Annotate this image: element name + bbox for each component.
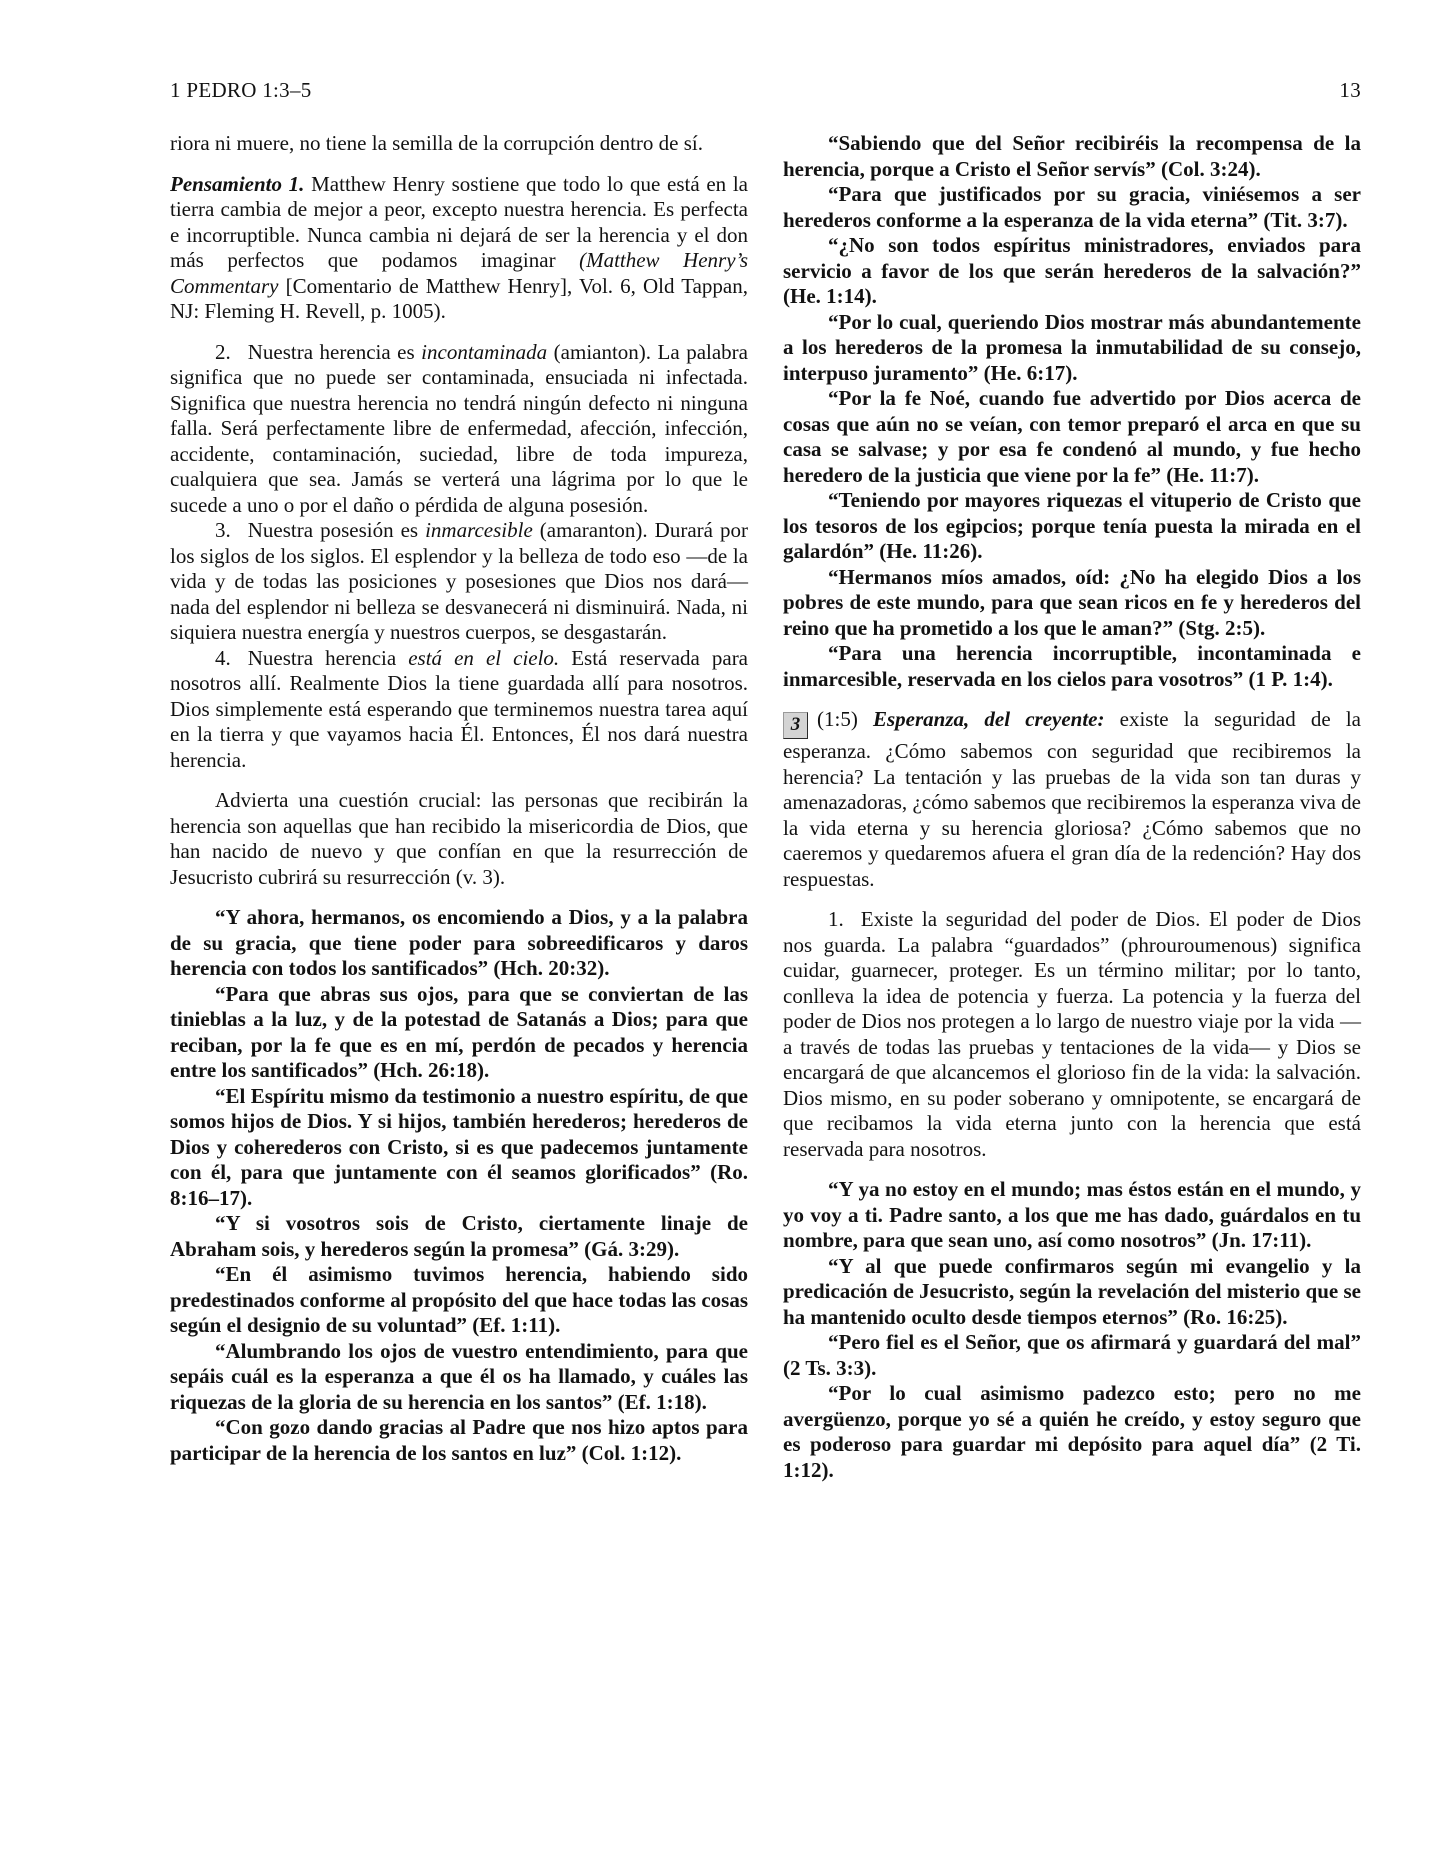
scripture-quote: “Hermanos míos amados, oíd: ¿No ha elegido Dios a los pobres de este mundo, para que sean ricos en fe y herederos del reino que ha prometido a los que le aman?” (Stg. 2:5). xyxy=(783,564,1361,640)
paragraph: 1. Existe la seguridad del poder de Dios. El poder de Dios nos guarda. La palabra “guardados” (phrouroumenous) significa cuidar, guarnecer, proteger. Es un término militar; por lo tanto, conlleva la idea de potencia y fuerza. La potencia y la fuerza del poder de Dios nos protegen a lo largo de nuestro viaje por la vida —a través de todas las pruebas y tentaciones de la vida— y Dios se encargará de que alcancemos el glorioso fin de la vida: la salvación. Dios mismo, en su poder soberano y omnipotente, se encargará de que recibamos la vida eterna junto con la herencia que está reservada para nosotros. xyxy=(783,907,1361,1161)
italic-term: inmarcesible xyxy=(425,518,533,542)
paragraph: riora ni muere, no tiene la semilla de la corrupción dentro de sí. xyxy=(170,131,703,155)
paragraph: Advierta una cuestión crucial: las personas que recibirán la herencia son aquellas que han recibido la misericordia de Dios, que han nacido de nuevo y que confían en que la resurrección de Jesucristo cubrirá su resurrección (v. 3). xyxy=(170,788,748,889)
scripture-quote: “El Espíritu mismo da testimonio a nuestro espíritu, de que somos hijos de Dios. Y si hijos, también herederos; herederos de Dios y coherederos con Cristo, si es que padecemos juntamente con él, para que juntamente con él seamos glorificados” (Ro. 8:16–17). xyxy=(170,1083,748,1210)
scripture-quote: “Para que justificados por su gracia, viniésemos a ser herederos conforme a la esperanza de la vida eterna” (Tit. 3:7). xyxy=(783,182,1361,232)
list-number: 3. xyxy=(215,518,231,542)
paragraph: 4. Nuestra herencia está en el cielo. Está reservada para nosotros allí. Realmente Dios la tiene guardada allí para nosotros. Dios simplemente está esperando que terminemos nuestra tarea aquí en la tierra y que vayamos hacia Él. Entonces, Él nos dará nuestra herencia. xyxy=(170,645,749,772)
two-column-text xyxy=(170,131,1361,1483)
scripture-quote: “En él asimismo tuvimos herencia, habiendo sido predestinados conforme al propósito del que hace todas las cosas según el designio de su voluntad” (Ef. 1:11). xyxy=(170,1262,748,1337)
left-column xyxy=(170,131,748,1483)
running-header xyxy=(170,78,1361,103)
list-number: 1. xyxy=(828,907,844,931)
scripture-quote: “Pero fiel es el Señor, que os afirmará y guardará del mal” (2 Ts. 3:3). xyxy=(783,1330,1361,1380)
italic-term: está en el cielo. xyxy=(408,645,560,670)
bold-italic-lead: Pensamiento 1. xyxy=(170,171,305,196)
bold-italic-lead: Esperanza, del creyente: xyxy=(872,707,1105,731)
scripture-quote: “Por lo cual, queriendo Dios mostrar más abundantemente a los herederos de la promesa la inmutabilidad de su consejo, interpuso juramento” (He. 6:17). xyxy=(783,309,1361,385)
italic-term: incontaminada xyxy=(421,339,548,364)
scripture-quote: “Y ya no estoy en el mundo; mas éstos están en el mundo, y yo voy a ti. Padre santo, a los que me has dado, guárdalos en tu nombre, para que sean uno, así como nosotros” (Jn. 17:11). xyxy=(783,1177,1361,1252)
paragraph: 2. Nuestra herencia es incontaminada (amianton). La palabra significa que no puede ser contaminada, ensuciada ni infectada. Significa que nuestra herencia no tendrá ningún defecto ni ninguna falla. Será perfectamente libre de enfermedad, afección, infección, accidente, contaminación, suciedad, libre de toda impureza, cualquiera que sea. Jamás se verterá una lágrima por lo que le sucede a uno o por el daño o pérdida de alguna posesión. xyxy=(170,339,748,517)
outline-section-paragraph: 3 (1:5) Esperanza, del creyente: existe la seguridad de la esperanza. ¿Cómo sabemos con seguridad que recibiremos la herencia? La tentación y las pruebas de la vida son tan duras y amenazadoras, ¿cómo sabemos que recibiremos la esperanza viva de la vida eterna y su herencia gloriosa? ¿Cómo sabemos que no caeremos y quedaremos afuera el gran día de la redención? Hay dos respuestas. xyxy=(783,707,1361,891)
scripture-quote: “Y si vosotros sois de Cristo, ciertamente linaje de Abraham sois, y herederos según la promesa” (Gá. 3:29). xyxy=(170,1211,748,1261)
list-number: 4. xyxy=(215,645,231,670)
paragraph: 3. Nuestra posesión es inmarcesible (amaranton). Durará por los siglos de los siglos. El esplendor y la belleza de todo eso —de la vida y de todas las posiciones y posesiones que Dios nos dará— nada del esplendor ni belleza se desvanecerá ni disminuirá. Nada, ni siquiera nuestra energía y nuestros cuerpos, se desgastarán. xyxy=(170,518,748,644)
page-number: 13 xyxy=(1339,78,1361,102)
scripture-quote: “Alumbrando los ojos de vuestro entendimiento, para que sepáis cuál es la esperanza a que él os ha llamado, y cuáles las riquezas de la gloria de su herencia en los santos” (Ef. 1:18). xyxy=(170,1338,748,1414)
scripture-quote: “Por lo cual asimismo padezco esto; pero no me avergüenzo, porque yo sé a quién he creído, y estoy seguro que es poderoso para guardar mi depósito para aquel día” (2 Ti. 1:12). xyxy=(783,1381,1361,1482)
list-number: 2. xyxy=(215,339,231,364)
running-header-title: 1 PEDRO 1:3–5 xyxy=(170,78,312,102)
scripture-quote: “Para una herencia incorruptible, incontaminada e inmarcesible, reservada en los cielos para vosotros” (1 P. 1:4). xyxy=(783,641,1361,691)
scripture-quote: “Teniendo por mayores riquezas el vituperio de Cristo que los tesoros de los egipcios; porque tenía puesta la mirada en el galardón” (He. 11:26). xyxy=(783,488,1361,563)
scripture-quote: “¿No son todos espíritus ministradores, enviados para servicio a favor de los que serán herederos de la salvación?” (He. 1:14). xyxy=(783,233,1361,308)
section-number-badge: 3 xyxy=(783,712,808,739)
right-column xyxy=(783,131,1361,1483)
scripture-quote: “Y al que puede confirmaros según mi evangelio y la predicación de Jesucristo, según la revelación del misterio que se ha mantenido oculto desde tiempos eternos” (Ro. 16:25). xyxy=(783,1253,1361,1329)
italic-term: (Matthew Henry’s Commentary xyxy=(170,248,748,298)
scripture-quote: “Sabiendo que del Señor recibiréis la recompensa de la herencia, porque a Cristo el Señor servís” (Col. 3:24). xyxy=(783,131,1361,181)
scripture-quote: “Y ahora, hermanos, os encomiendo a Dios, y a la palabra de su gracia, que tiene poder para sobreedificaros y daros herencia con todos los santificados” (Hch. 20:32). xyxy=(170,905,748,980)
scripture-quote: “Para que abras sus ojos, para que se conviertan de las tinieblas a la luz, y de la potestad de Satanás a Dios; para que reciban, por la fe que es en mí, perdón de pecados y herencia entre los santificados” (Hch. 26:18). xyxy=(170,981,748,1082)
paragraph: Pensamiento 1. Matthew Henry sostiene que todo lo que está en la tierra cambia de mejor a peor, excepto nuestra herencia. Es perfecta e incorruptible. Nunca cambia ni dejará de ser la herencia y el don más perfectos que podamos imaginar (Matthew Henry’s Commentary [Comentario de Matthew Henry], Vol. 6, Old Tappan, NJ: Fleming H. Revell, p. 1005). xyxy=(170,171,748,323)
scripture-quote: “Por la fe Noé, cuando fue advertido por Dios acerca de cosas que aún no se veían, con temor preparó el arca en que su casa se salvase; y por esa fe condenó al mundo, y fue hecho heredero de la justicia que viene por la fe” (He. 11:7). xyxy=(783,386,1361,487)
scripture-quote: “Con gozo dando gracias al Padre que nos hizo aptos para participar de la herencia de los santos en luz” (Col. 1:12). xyxy=(170,1415,748,1465)
